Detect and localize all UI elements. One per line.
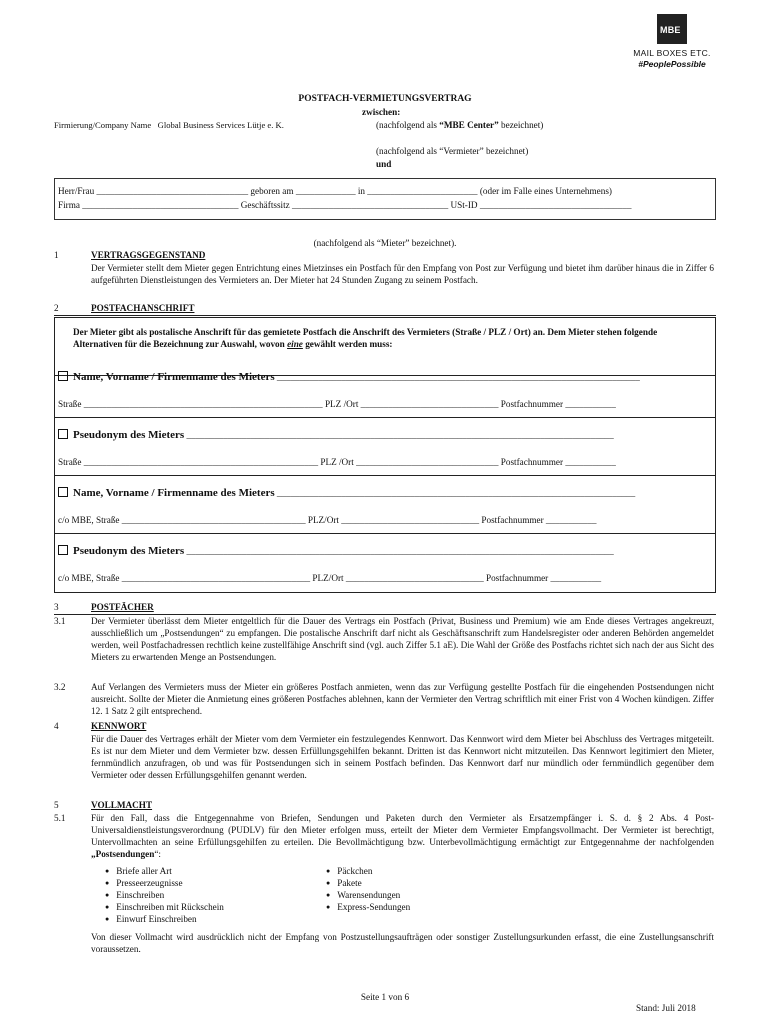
section-5-closing-text: Von dieser Vollmacht wird ausdrücklich nicht der Empfang von Postzustellungsaufträgen oder sonstiger Zustellungsurkunden erfasst, die eine Zustellungsanschrift voraussetzen.: [91, 932, 714, 954]
mieter-designation: (nachfolgend als “Mieter” bezeichnet).: [313, 238, 457, 248]
document-date: Stand: Juli 2018: [636, 1003, 696, 1013]
list-item: ● Pakete: [312, 878, 410, 890]
list-item: ● Briefe aller Art: [91, 866, 224, 878]
mbe-logo: [622, 14, 722, 70]
option-3-name-co: Name, Vorname / Firmenname des Mieters ______________________________________________________________________________: [58, 486, 711, 500]
option-4-address[interactable]: c/o MBE, Straße _________________________________________ PLZ/Ort ______________________________ Postfachnummer ___________: [58, 573, 602, 583]
divider: [55, 417, 715, 418]
divider: [55, 475, 715, 476]
section-5-1-number: 5.1: [54, 813, 66, 823]
section-1-heading: 1 VERTRAGSGEGENSTAND: [54, 250, 206, 260]
list-item: ● Express-Sendungen: [312, 902, 410, 914]
list-item: ● Einschreiben mit Rückschein: [91, 902, 224, 914]
section-2-heading: 2 POSTFACHANSCHRIFT: [54, 303, 716, 316]
mbe-center-designation: (nachfolgend als “MBE Center” bezeichnet): [376, 120, 544, 130]
address-options-intro: Der Mieter gibt als postalische Anschrift für das gemietete Postfach die Anschrift des Vermieters (Straße / PLZ / Ort) an. Dem Mieter stehen folgende Alternativen für die Bezeichnung zur Auswahl, wovon eine gewählt werden muss:: [73, 327, 658, 349]
logo-company-name: MAIL BOXES ETC.: [633, 48, 711, 58]
firm-name: Global Business Services Lütje e. K.: [157, 120, 284, 130]
section-5-heading: 5 VOLLMACHT: [54, 800, 153, 810]
mbe-logo-mark: MBE: [657, 14, 687, 44]
option-1-name: Name, Vorname / Firmenname des Mieters _______________________________________________________________________________: [58, 370, 711, 384]
divider: [55, 533, 715, 534]
firm-row: [54, 120, 284, 131]
section-4-text: Für die Dauer des Vertrages erhält der Mieter vom dem Vermieter ein festzulegendes Kennwort. Das Kennwort wird dem Mieter bei Abschluss des Vertrages mitgeteilt. Es ist nur dem Mieter und dem Vermieter bzw. dessen Erfüllungsgehilfen bekannt. Dritten ist das Kennwort nicht mitzuteilen. Das Kennwort legitimiert den Mieter, fernmündlich anzufragen, ob und was für Postsendungen sich in seinem Postfach befinden. Das Kennwort darf nur mündlich oder fernmündlich gegenüber dem Vermieter oder dessen Erfüllungsgehilfen genannt werden.: [91, 734, 714, 780]
tenant-company-line[interactable]: Firma __________________________________ Geschäftssitz __________________________________ USt-ID _________________________________: [58, 200, 632, 210]
list-item: ● Warensendungen: [312, 890, 410, 902]
option-2-address[interactable]: Straße ___________________________________________________ PLZ /Ort _______________________________ Postfachnummer ___________: [58, 457, 616, 467]
contract-title: POSTFACH-VERMIETUNGSVERTRAG: [298, 94, 472, 104]
option-3-address[interactable]: c/o MBE, Straße ________________________________________ PLZ/Ort ______________________________ Postfachnummer ___________: [58, 515, 597, 525]
between-label: zwischen:: [362, 107, 401, 117]
postal-items-list-left: [91, 866, 224, 926]
list-item: ● Presseerzeugnisse: [91, 878, 224, 890]
section-3-heading: 3 POSTFÄCHER: [54, 602, 716, 615]
section-1-text: Der Vermieter stellt dem Mieter gegen Entrichtung eines Mietzinses ein Postfach für den Empfang von Post zur Verfügung und bietet ihm darüber hinaus die in Ziffer 6 aufgeführten Dienstleistungen des Vermieters an. Der Mieter hat 24 Stunden Zugang zu seinem Postfach.: [91, 263, 714, 285]
option-4-checkbox[interactable]: [58, 545, 68, 555]
and-label: und: [376, 159, 392, 169]
page-number: Seite 1 von 6: [360, 992, 410, 1002]
tenant-person-line[interactable]: Herr/Frau _________________________________ geboren am _____________ in ________________________ (oder im Falle eines Unternehmens): [58, 186, 612, 196]
option-1-address[interactable]: Straße ____________________________________________________ PLZ /Ort ______________________________ Postfachnummer ___________: [58, 399, 616, 409]
logo-tagline: #PeoplePossible: [638, 59, 706, 70]
section-3-1-text: Der Vermieter überlässt dem Mieter entgeltlich für die Dauer des Vertrags ein Postfach (Privat, Business und Premium) wie am Ende dieses Vertrages angekreuzt, ausschließlich um „Postsendungen“ zu empfangen. Die postalische Anschrift darf nicht als Geschäftsanschrift zum Handelsregister oder anderen Behörden angemeldet werden, weil Postfachadressen rechtlich keine zustellfähige Anschrift sind (vgl. auch Ziffer 5.1 aE). Die Wahl der Größe des Postfachs richtet sich nach der aus Sicht des Mieters zu erwartenden Menge an Postsendungen.: [91, 616, 714, 662]
option-2-pseudonym: Pseudonym des Mieters _____________________________________________________________________________________________: [58, 428, 711, 442]
list-item: ● Päckchen: [312, 866, 410, 878]
option-4-pseudonym-co: Pseudonym des Mieters _____________________________________________________________________________________________: [58, 544, 711, 558]
list-item: ● Einschreiben: [91, 890, 224, 902]
list-item: ● Einwurf Einschreiben: [91, 914, 224, 926]
postal-items-list-right: [312, 866, 410, 914]
option-2-checkbox[interactable]: [58, 429, 68, 439]
section-5-1-text: Für den Fall, dass die Entgegennahme von Briefen, Sendungen und Paketen durch den Vermieter als Ersatzempfänger i. S. d. § 2 Abs. 4 Post-Universaldienstleistungsverordnung (PUDLV) für den Mieter erfolgen muss, erteilt der Mieter dem Vermieter Empfangsvollmacht. Der Vermieter ist berechtigt, Untervollmachten an seine Erfüllungsgehilfen zu erteilen. Die Bevollmächtigung bzw. Unterbevollmächtigung ermächtigt zur Entgegennahme der nachfolgenden „Postsendungen“:: [91, 813, 714, 859]
option-3-checkbox[interactable]: [58, 487, 68, 497]
tenant-details-box: [54, 178, 716, 220]
section-4-heading: 4 KENNWORT: [54, 721, 147, 731]
postal-address-options-box: [54, 317, 716, 593]
option-1-checkbox[interactable]: [58, 371, 68, 381]
section-3-2-text: Auf Verlangen des Vermieters muss der Mieter ein größeres Postfach anmieten, wenn das zur Verfügung gestellte Postfach für die eingehenden Postsendungen nicht ausreicht. Sollte der Mieter die Anmietung eines größeren Postfaches ablehnen, kann der Vermieter den Vertrag schriftlich mit einer Frist von 4 Wochen kündigen. Ziffer 12. 1 Satz 2 gilt entsprechend.: [91, 682, 714, 716]
vermieter-designation: (nachfolgend als “Vermieter” bezeichnet): [376, 146, 529, 156]
firm-label: Firmierung/Company Name: [54, 120, 152, 130]
section-3-1-number: 3.1: [54, 616, 66, 626]
section-3-2-number: 3.2: [54, 682, 66, 692]
